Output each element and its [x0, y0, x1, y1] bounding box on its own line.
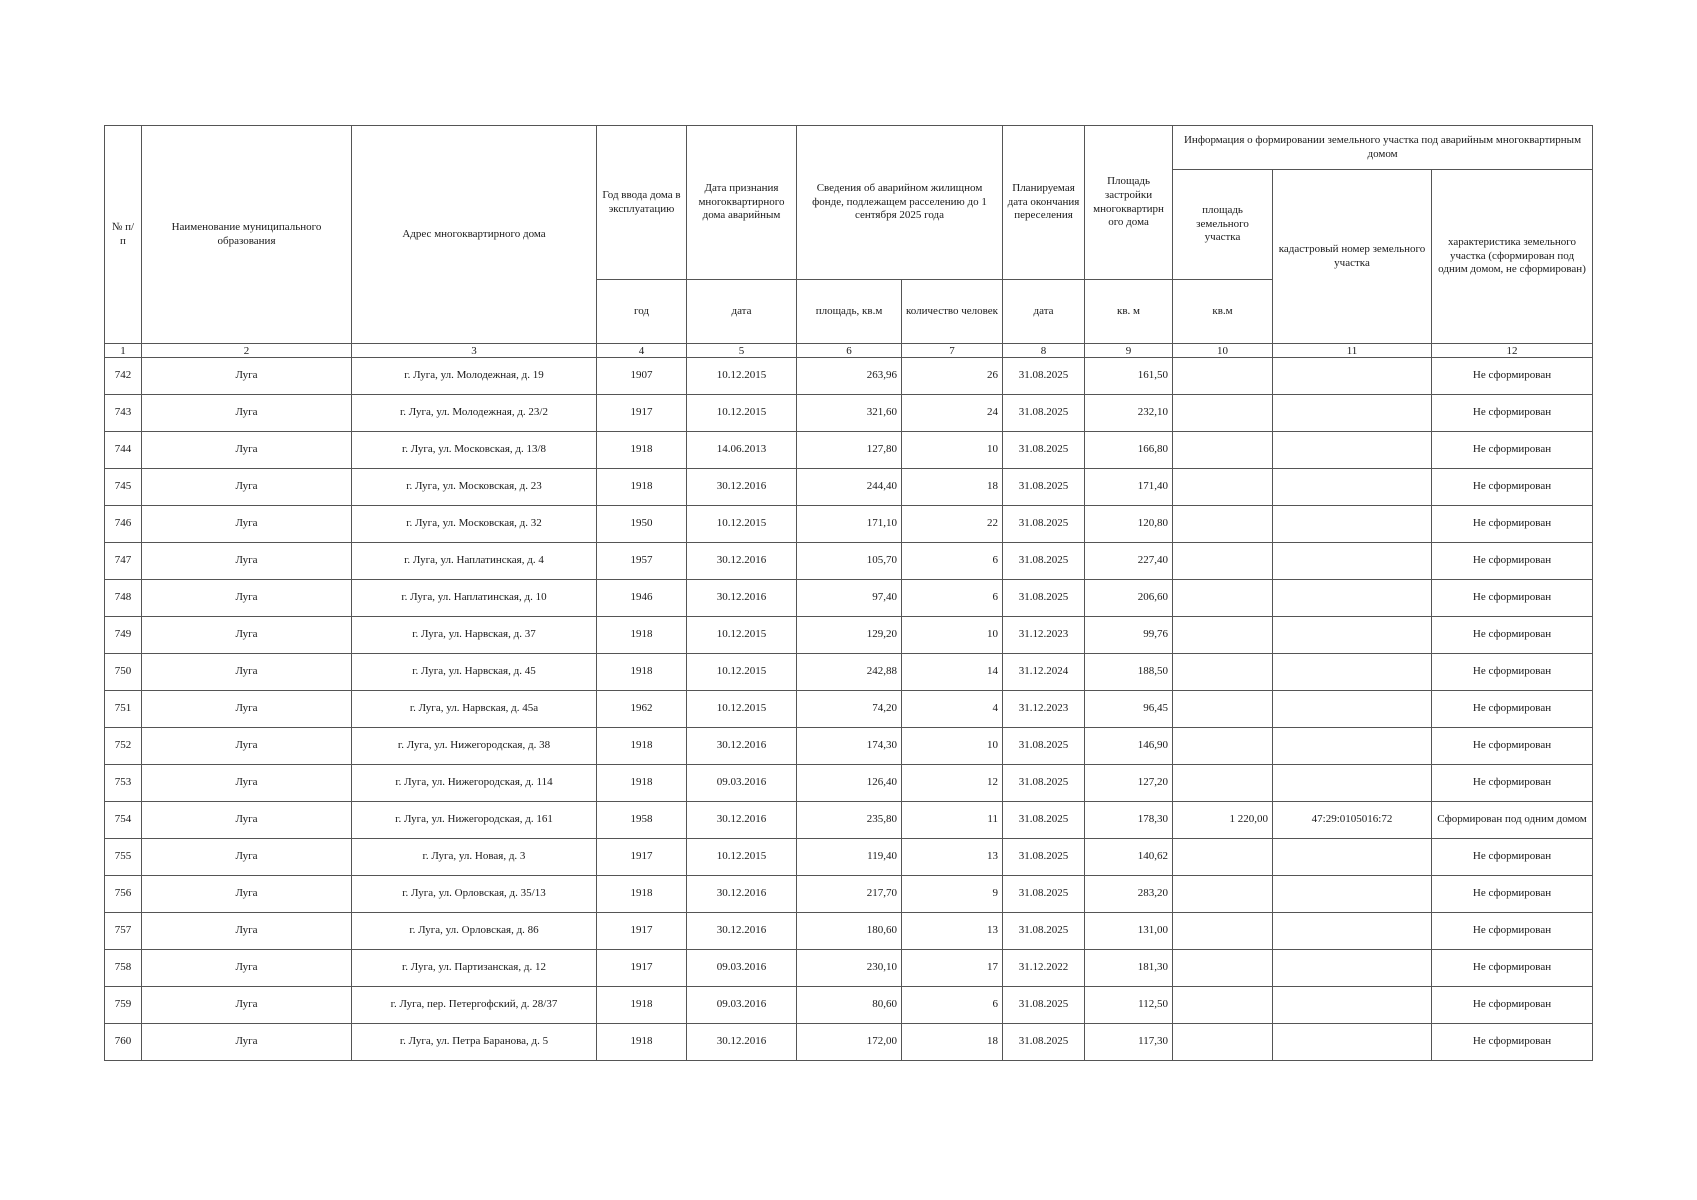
cell-land-area [1173, 543, 1273, 580]
cell-building-area: 99,76 [1085, 617, 1173, 654]
cell-address: г. Луга, ул. Орловская, д. 86 [352, 913, 597, 950]
column-numbers-row [105, 344, 1593, 358]
cell-area: 244,40 [797, 469, 902, 506]
cell-people-count: 14 [902, 654, 1003, 691]
table-row [105, 654, 1593, 691]
cell-emergency-date: 30.12.2016 [687, 580, 797, 617]
cell-land-area [1173, 876, 1273, 913]
cell-cadastral-number [1273, 876, 1432, 913]
cell-commission-year: 1918 [597, 876, 687, 913]
cell-land-characteristic: Не сформирован [1432, 543, 1593, 580]
cell-planned-date: 31.08.2025 [1003, 839, 1085, 876]
unit-planned-date: дата [1003, 280, 1085, 344]
cell-people-count: 26 [902, 358, 1003, 395]
cell-cadastral-number [1273, 358, 1432, 395]
cell-land-area [1173, 691, 1273, 728]
cell-planned-date: 31.08.2025 [1003, 1024, 1085, 1061]
table-row [105, 950, 1593, 987]
cell-people-count: 10 [902, 728, 1003, 765]
cell-building-area: 227,40 [1085, 543, 1173, 580]
header-municipality: Наименование муниципального образования [142, 126, 352, 344]
cell-emergency-date: 10.12.2015 [687, 506, 797, 543]
cell-row-number: 757 [105, 913, 142, 950]
cell-municipality: Луга [142, 802, 352, 839]
cell-land-characteristic: Не сформирован [1432, 987, 1593, 1024]
cell-building-area: 161,50 [1085, 358, 1173, 395]
cell-planned-date: 31.08.2025 [1003, 913, 1085, 950]
cell-municipality: Луга [142, 1024, 352, 1061]
cell-emergency-date: 10.12.2015 [687, 617, 797, 654]
cell-people-count: 13 [902, 839, 1003, 876]
cell-emergency-date: 30.12.2016 [687, 543, 797, 580]
cell-land-area [1173, 839, 1273, 876]
cell-cadastral-number [1273, 543, 1432, 580]
cell-area: 174,30 [797, 728, 902, 765]
cell-area: 74,20 [797, 691, 902, 728]
cell-commission-year: 1907 [597, 358, 687, 395]
cell-people-count: 4 [902, 691, 1003, 728]
cell-row-number: 745 [105, 469, 142, 506]
unit-land-area: кв.м [1173, 280, 1273, 344]
cell-cadastral-number [1273, 839, 1432, 876]
cell-building-area: 206,60 [1085, 580, 1173, 617]
cell-people-count: 10 [902, 432, 1003, 469]
cell-address: г. Луга, ул. Партизанская, д. 12 [352, 950, 597, 987]
column-number: 5 [687, 344, 797, 358]
cell-land-characteristic: Не сформирован [1432, 469, 1593, 506]
cell-building-area: 127,20 [1085, 765, 1173, 802]
cell-emergency-date: 30.12.2016 [687, 469, 797, 506]
cell-land-characteristic: Не сформирован [1432, 506, 1593, 543]
cell-area: 242,88 [797, 654, 902, 691]
cell-land-area [1173, 765, 1273, 802]
cell-address: г. Луга, ул. Наплатинская, д. 10 [352, 580, 597, 617]
cell-land-characteristic: Не сформирован [1432, 839, 1593, 876]
cell-area: 97,40 [797, 580, 902, 617]
cell-land-characteristic: Не сформирован [1432, 654, 1593, 691]
cell-commission-year: 1957 [597, 543, 687, 580]
cell-land-area [1173, 506, 1273, 543]
cell-row-number: 747 [105, 543, 142, 580]
cell-planned-date: 31.08.2025 [1003, 358, 1085, 395]
column-number: 3 [352, 344, 597, 358]
cell-people-count: 18 [902, 469, 1003, 506]
cell-row-number: 755 [105, 839, 142, 876]
column-number: 9 [1085, 344, 1173, 358]
cell-people-count: 11 [902, 802, 1003, 839]
cell-land-area [1173, 728, 1273, 765]
cell-address: г. Луга, ул. Нарвская, д. 45а [352, 691, 597, 728]
cell-land-characteristic: Не сформирован [1432, 617, 1593, 654]
header-emergency-date: Дата признания многоквартирного дома аварийным [687, 126, 797, 280]
unit-area: площадь, кв.м [797, 280, 902, 344]
cell-land-characteristic: Не сформирован [1432, 358, 1593, 395]
column-number: 2 [142, 344, 352, 358]
cell-planned-date: 31.08.2025 [1003, 876, 1085, 913]
cell-people-count: 6 [902, 580, 1003, 617]
cell-planned-date: 31.08.2025 [1003, 432, 1085, 469]
cell-land-characteristic: Не сформирован [1432, 765, 1593, 802]
cell-row-number: 753 [105, 765, 142, 802]
cell-emergency-date: 09.03.2016 [687, 765, 797, 802]
table-row [105, 358, 1593, 395]
cell-cadastral-number [1273, 1024, 1432, 1061]
table-row [105, 802, 1593, 839]
header-land-plot-info: Информация о формировании земельного участка под аварийным многоквартирным домом [1173, 126, 1593, 170]
cell-building-area: 120,80 [1085, 506, 1173, 543]
cell-area: 180,60 [797, 913, 902, 950]
column-number: 7 [902, 344, 1003, 358]
table-row [105, 469, 1593, 506]
cell-cadastral-number [1273, 728, 1432, 765]
cell-land-characteristic: Сформирован под одним домом [1432, 802, 1593, 839]
cell-people-count: 9 [902, 876, 1003, 913]
table-row [105, 839, 1593, 876]
cell-planned-date: 31.12.2022 [1003, 950, 1085, 987]
cell-municipality: Луга [142, 950, 352, 987]
cell-area: 126,40 [797, 765, 902, 802]
cell-municipality: Луга [142, 987, 352, 1024]
cell-land-area [1173, 913, 1273, 950]
cell-row-number: 743 [105, 395, 142, 432]
cell-address: г. Луга, ул. Молодежная, д. 23/2 [352, 395, 597, 432]
cell-row-number: 751 [105, 691, 142, 728]
cell-land-area [1173, 987, 1273, 1024]
cell-emergency-date: 09.03.2016 [687, 987, 797, 1024]
cell-land-area [1173, 654, 1273, 691]
cell-emergency-date: 10.12.2015 [687, 839, 797, 876]
cell-building-area: 188,50 [1085, 654, 1173, 691]
cell-building-area: 283,20 [1085, 876, 1173, 913]
cell-building-area: 166,80 [1085, 432, 1173, 469]
table-row [105, 691, 1593, 728]
table-row [105, 432, 1593, 469]
unit-building-area: кв. м [1085, 280, 1173, 344]
column-number: 11 [1273, 344, 1432, 358]
cell-commission-year: 1962 [597, 691, 687, 728]
cell-area: 127,80 [797, 432, 902, 469]
cell-building-area: 146,90 [1085, 728, 1173, 765]
cell-cadastral-number [1273, 913, 1432, 950]
cell-municipality: Луга [142, 580, 352, 617]
cell-area: 321,60 [797, 395, 902, 432]
cell-emergency-date: 30.12.2016 [687, 876, 797, 913]
header-row-number: № п/п [105, 126, 142, 344]
cell-row-number: 758 [105, 950, 142, 987]
table-row [105, 728, 1593, 765]
cell-address: г. Луга, ул. Нижегородская, д. 114 [352, 765, 597, 802]
cell-row-number: 760 [105, 1024, 142, 1061]
unit-people-count: количество человек [902, 280, 1003, 344]
cell-commission-year: 1918 [597, 765, 687, 802]
cell-address: г. Луга, ул. Молодежная, д. 19 [352, 358, 597, 395]
cell-address: г. Луга, ул. Петра Баранова, д. 5 [352, 1024, 597, 1061]
cell-land-area [1173, 1024, 1273, 1061]
cell-emergency-date: 30.12.2016 [687, 1024, 797, 1061]
cell-address: г. Луга, ул. Нарвская, д. 45 [352, 654, 597, 691]
cell-address: г. Луга, ул. Наплатинская, д. 4 [352, 543, 597, 580]
cell-row-number: 756 [105, 876, 142, 913]
cell-building-area: 117,30 [1085, 1024, 1173, 1061]
cell-people-count: 17 [902, 950, 1003, 987]
cell-area: 105,70 [797, 543, 902, 580]
column-number: 8 [1003, 344, 1085, 358]
cell-land-characteristic: Не сформирован [1432, 432, 1593, 469]
cell-people-count: 22 [902, 506, 1003, 543]
table-row [105, 987, 1593, 1024]
cell-cadastral-number [1273, 469, 1432, 506]
cell-building-area: 131,00 [1085, 913, 1173, 950]
cell-address: г. Луга, ул. Московская, д. 32 [352, 506, 597, 543]
cell-address: г. Луга, пер. Петергофский, д. 28/37 [352, 987, 597, 1024]
cell-building-area: 112,50 [1085, 987, 1173, 1024]
cell-municipality: Луга [142, 469, 352, 506]
cell-planned-date: 31.08.2025 [1003, 728, 1085, 765]
cell-building-area: 140,62 [1085, 839, 1173, 876]
cell-emergency-date: 10.12.2015 [687, 358, 797, 395]
cell-land-characteristic: Не сформирован [1432, 580, 1593, 617]
cell-cadastral-number [1273, 617, 1432, 654]
cell-land-area [1173, 617, 1273, 654]
cell-planned-date: 31.08.2025 [1003, 469, 1085, 506]
cell-address: г. Луга, ул. Новая, д. 3 [352, 839, 597, 876]
cell-row-number: 746 [105, 506, 142, 543]
cell-municipality: Луга [142, 839, 352, 876]
table-row [105, 1024, 1593, 1061]
cell-municipality: Луга [142, 765, 352, 802]
cell-commission-year: 1918 [597, 617, 687, 654]
cell-building-area: 96,45 [1085, 691, 1173, 728]
cell-people-count: 6 [902, 987, 1003, 1024]
table-header [105, 126, 1593, 358]
cell-commission-year: 1950 [597, 506, 687, 543]
cell-building-area: 232,10 [1085, 395, 1173, 432]
cell-commission-year: 1958 [597, 802, 687, 839]
header-land-characteristic: характеристика земельного участка (сформирован под одним домом, не сформирован) [1432, 170, 1593, 344]
cell-cadastral-number [1273, 654, 1432, 691]
cell-municipality: Луга [142, 728, 352, 765]
header-commission-year: Год ввода дома в эксплуатацию [597, 126, 687, 280]
table-row [105, 580, 1593, 617]
cell-emergency-date: 09.03.2016 [687, 950, 797, 987]
cell-municipality: Луга [142, 506, 352, 543]
header-building-area: Площадь застройки многоквартирн ого дома [1085, 126, 1173, 280]
cell-building-area: 178,30 [1085, 802, 1173, 839]
cell-commission-year: 1917 [597, 950, 687, 987]
cell-municipality: Луга [142, 617, 352, 654]
cell-cadastral-number [1273, 765, 1432, 802]
cell-area: 263,96 [797, 358, 902, 395]
cell-commission-year: 1918 [597, 1024, 687, 1061]
cell-land-area [1173, 580, 1273, 617]
cell-land-characteristic: Не сформирован [1432, 1024, 1593, 1061]
cell-cadastral-number: 47:29:0105016:72 [1273, 802, 1432, 839]
cell-planned-date: 31.08.2025 [1003, 395, 1085, 432]
cell-cadastral-number [1273, 987, 1432, 1024]
emergency-housing-table [104, 125, 1593, 1061]
cell-land-area [1173, 358, 1273, 395]
cell-cadastral-number [1273, 950, 1432, 987]
cell-land-characteristic: Не сформирован [1432, 728, 1593, 765]
cell-address: г. Луга, ул. Орловская, д. 35/13 [352, 876, 597, 913]
cell-cadastral-number [1273, 395, 1432, 432]
cell-commission-year: 1946 [597, 580, 687, 617]
cell-area: 230,10 [797, 950, 902, 987]
cell-land-area [1173, 395, 1273, 432]
cell-commission-year: 1918 [597, 654, 687, 691]
cell-cadastral-number [1273, 506, 1432, 543]
unit-date: дата [687, 280, 797, 344]
cell-municipality: Луга [142, 543, 352, 580]
cell-row-number: 750 [105, 654, 142, 691]
column-number: 1 [105, 344, 142, 358]
column-number: 6 [797, 344, 902, 358]
cell-area: 80,60 [797, 987, 902, 1024]
cell-people-count: 6 [902, 543, 1003, 580]
cell-address: г. Луга, ул. Нарвская, д. 37 [352, 617, 597, 654]
cell-emergency-date: 10.12.2015 [687, 691, 797, 728]
cell-commission-year: 1917 [597, 395, 687, 432]
cell-commission-year: 1917 [597, 839, 687, 876]
cell-area: 172,00 [797, 1024, 902, 1061]
header-address: Адрес многоквартирного дома [352, 126, 597, 344]
cell-row-number: 748 [105, 580, 142, 617]
table-row [105, 395, 1593, 432]
cell-cadastral-number [1273, 580, 1432, 617]
cell-emergency-date: 30.12.2016 [687, 728, 797, 765]
table-row [105, 876, 1593, 913]
cell-municipality: Луга [142, 395, 352, 432]
cell-emergency-date: 30.12.2016 [687, 913, 797, 950]
cell-municipality: Луга [142, 913, 352, 950]
unit-year: год [597, 280, 687, 344]
cell-cadastral-number [1273, 691, 1432, 728]
cell-building-area: 181,30 [1085, 950, 1173, 987]
cell-people-count: 13 [902, 913, 1003, 950]
cell-cadastral-number [1273, 432, 1432, 469]
cell-land-area [1173, 432, 1273, 469]
cell-commission-year: 1918 [597, 469, 687, 506]
cell-planned-date: 31.08.2025 [1003, 765, 1085, 802]
header-land-area: площадь земельного участка [1173, 170, 1273, 280]
cell-municipality: Луга [142, 691, 352, 728]
cell-municipality: Луга [142, 876, 352, 913]
cell-area: 235,80 [797, 802, 902, 839]
cell-commission-year: 1917 [597, 913, 687, 950]
cell-row-number: 744 [105, 432, 142, 469]
cell-row-number: 759 [105, 987, 142, 1024]
header-planned-date: Планируемая дата окончания переселения [1003, 126, 1085, 280]
table-row [105, 913, 1593, 950]
cell-people-count: 10 [902, 617, 1003, 654]
cell-planned-date: 31.08.2025 [1003, 506, 1085, 543]
cell-address: г. Луга, ул. Московская, д. 13/8 [352, 432, 597, 469]
cell-planned-date: 31.12.2023 [1003, 691, 1085, 728]
cell-area: 171,10 [797, 506, 902, 543]
cell-row-number: 749 [105, 617, 142, 654]
cell-land-area [1173, 950, 1273, 987]
cell-address: г. Луга, ул. Нижегородская, д. 161 [352, 802, 597, 839]
cell-municipality: Луга [142, 358, 352, 395]
cell-commission-year: 1918 [597, 987, 687, 1024]
cell-planned-date: 31.08.2025 [1003, 543, 1085, 580]
cell-row-number: 742 [105, 358, 142, 395]
cell-land-characteristic: Не сформирован [1432, 691, 1593, 728]
cell-row-number: 752 [105, 728, 142, 765]
cell-emergency-date: 10.12.2015 [687, 395, 797, 432]
table-row [105, 543, 1593, 580]
column-number: 4 [597, 344, 687, 358]
document-page [104, 125, 1592, 1061]
cell-land-characteristic: Не сформирован [1432, 950, 1593, 987]
column-number: 10 [1173, 344, 1273, 358]
cell-planned-date: 31.08.2025 [1003, 987, 1085, 1024]
cell-row-number: 754 [105, 802, 142, 839]
cell-address: г. Луга, ул. Нижегородская, д. 38 [352, 728, 597, 765]
header-cadastral-number: кадастровый номер земельного участка [1273, 170, 1432, 344]
cell-land-characteristic: Не сформирован [1432, 876, 1593, 913]
cell-area: 119,40 [797, 839, 902, 876]
cell-area: 217,70 [797, 876, 902, 913]
cell-emergency-date: 14.06.2013 [687, 432, 797, 469]
cell-area: 129,20 [797, 617, 902, 654]
cell-building-area: 171,40 [1085, 469, 1173, 506]
header-emergency-fund: Сведения об аварийном жилищном фонде, подлежащем расселению до 1 сентября 2025 года [797, 126, 1003, 280]
cell-commission-year: 1918 [597, 728, 687, 765]
cell-planned-date: 31.08.2025 [1003, 580, 1085, 617]
table-row [105, 506, 1593, 543]
cell-planned-date: 31.12.2024 [1003, 654, 1085, 691]
cell-emergency-date: 30.12.2016 [687, 802, 797, 839]
cell-people-count: 18 [902, 1024, 1003, 1061]
cell-people-count: 12 [902, 765, 1003, 802]
cell-land-area [1173, 469, 1273, 506]
cell-planned-date: 31.12.2023 [1003, 617, 1085, 654]
cell-commission-year: 1918 [597, 432, 687, 469]
cell-planned-date: 31.08.2025 [1003, 802, 1085, 839]
column-number: 12 [1432, 344, 1593, 358]
cell-emergency-date: 10.12.2015 [687, 654, 797, 691]
cell-municipality: Луга [142, 654, 352, 691]
table-body [105, 358, 1593, 1061]
cell-land-characteristic: Не сформирован [1432, 913, 1593, 950]
table-row [105, 617, 1593, 654]
cell-land-area: 1 220,00 [1173, 802, 1273, 839]
cell-address: г. Луга, ул. Московская, д. 23 [352, 469, 597, 506]
table-row [105, 765, 1593, 802]
cell-municipality: Луга [142, 432, 352, 469]
cell-land-characteristic: Не сформирован [1432, 395, 1593, 432]
cell-people-count: 24 [902, 395, 1003, 432]
